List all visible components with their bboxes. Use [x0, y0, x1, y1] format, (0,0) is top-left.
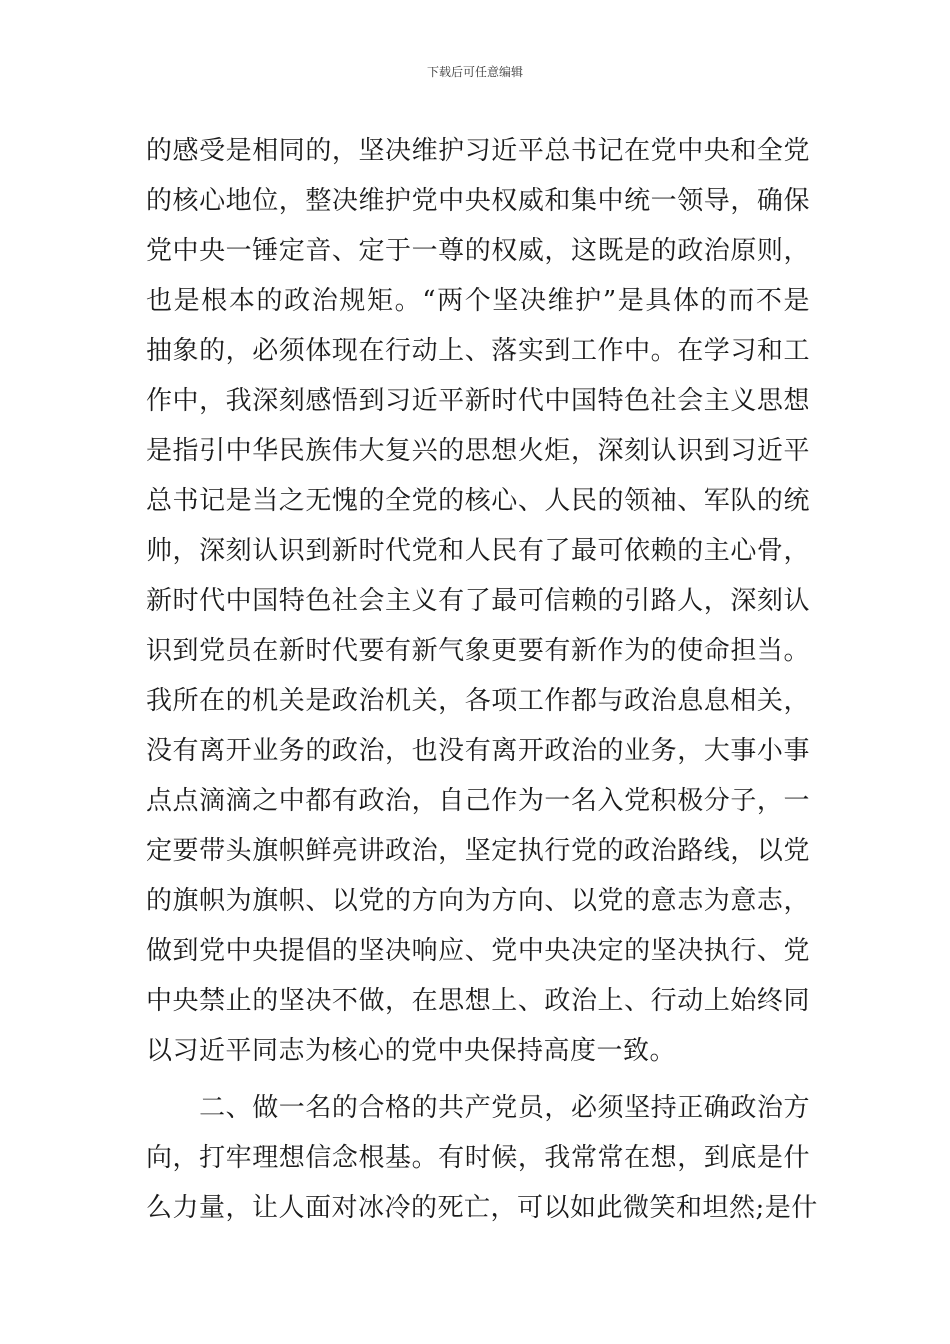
- text-line: 抽象的，必须体现在行动上、落实到工作中。在学习和工: [146, 336, 810, 366]
- text-line: 二、做一名的合格的共产党员，必须坚持正确政治方: [146, 1093, 810, 1123]
- text-line: 定要带头旗帜鲜亮讲政治，坚定执行党的政治路线，以党: [146, 836, 810, 866]
- text-line: 帅，深刻认识到新时代党和人民有了最可依赖的主心骨，: [146, 536, 810, 566]
- text-line: 么力量，让人面对冰冷的死亡，可以如此微笑和坦然;是什: [146, 1193, 818, 1223]
- text-line: 点点滴滴之中都有政治，自己作为一名入党积极分子，一: [146, 786, 810, 816]
- paragraph-2: [146, 1083, 818, 1233]
- text-line: 是指引中华民族伟大复兴的思想火炬，深刻认识到习近平: [146, 436, 810, 466]
- text-line: 向，打牢理想信念根基。有时候，我常常在想，到底是什: [146, 1143, 810, 1173]
- text-line: 中央禁止的坚决不做，在思想上、政治上、行动上始终同: [146, 986, 810, 1016]
- text-line: 新时代中国特色社会主义有了最可信赖的引路人，深刻认: [146, 586, 810, 616]
- text-line: 没有离开业务的政治，也没有离开政治的业务，大事小事: [146, 736, 810, 766]
- text-line: 我所在的机关是政治机关，各项工作都与政治息息相关，: [146, 686, 810, 716]
- text-line: 的旗帜为旗帜、以党的方向为方向、以党的意志为意志，: [146, 886, 810, 916]
- paragraph-gap: [146, 1076, 810, 1083]
- text-line: 的核心地位，整决维护党中央权威和集中统一领导，确保: [146, 186, 810, 216]
- text-line: 以习近平同志为核心的党中央保持高度一致。: [146, 1036, 677, 1066]
- paragraph-1: [146, 126, 810, 1076]
- text-line: 识到党员在新时代要有新气象更要有新作为的使命担当。: [146, 636, 810, 666]
- text-line: 的感受是相同的，坚决维护习近平总书记在党中央和全党: [146, 136, 810, 166]
- text-line: 作中，我深刻感悟到习近平新时代中国特色社会主义思想: [146, 386, 810, 416]
- text-line: 做到党中央提倡的坚决响应、党中央决定的坚决执行、党: [146, 936, 810, 966]
- document-body: [146, 126, 818, 1233]
- text-line: 也是根本的政治规矩。“两个坚决维护”是具体的而不是: [146, 286, 810, 316]
- text-line: 总书记是当之无愧的全党的核心、人民的领袖、军队的统: [146, 486, 810, 516]
- text-line: 党中央一锤定音、定于一尊的权威，这既是的政治原则，: [146, 236, 810, 266]
- page-header-note: 下载后可任意编辑: [426, 65, 523, 79]
